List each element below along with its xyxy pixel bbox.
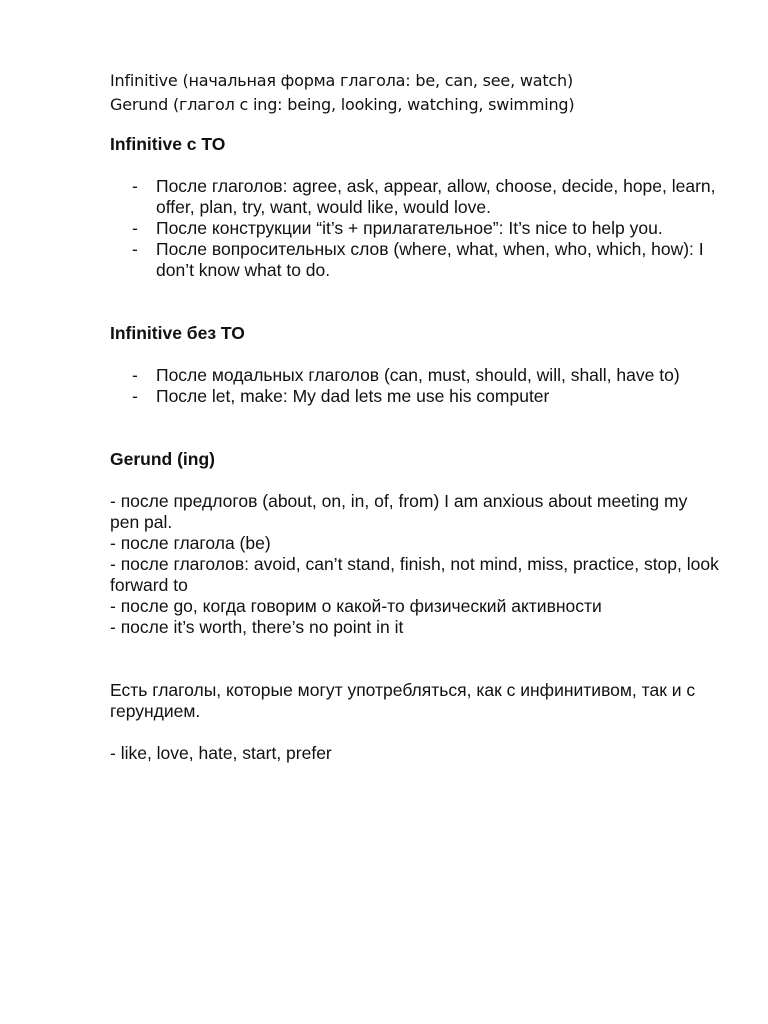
list-item-text: После конструкции “it’s + прилагательное”: It’s nice to help you. — [156, 218, 663, 238]
list-item — [110, 365, 720, 386]
gerund-rule: - после глаголов: avoid, can’t stand, finish, not mind, miss, practice, stop, look forward to — [110, 554, 719, 595]
list-item-text: После глаголов: agree, ask, appear, allow, choose, decide, hope, learn, offer, plan, try, want, would like, would love. — [156, 176, 716, 217]
bullet-dash: - — [132, 239, 138, 259]
gerund-rule: - после go, когда говорим о какой-то физический активности — [110, 596, 602, 616]
gerund-rule: - после it’s worth, there’s no point in it — [110, 617, 404, 637]
gerund-definition: Gerund (глагол с ing: being, looking, watching, swimming) — [110, 95, 575, 114]
bullet-dash: - — [132, 365, 138, 385]
section-infinitive-without-to — [110, 323, 720, 407]
list-item — [110, 386, 720, 407]
infinitive-definition: Infinitive (начальная форма глагола: be, can, see, watch) — [110, 71, 573, 90]
gerund-rule: - после предлогов (about, on, in, of, from) I am anxious about meeting my pen pal. — [110, 491, 688, 532]
bullet-dash: - — [132, 218, 138, 238]
list-item — [110, 176, 720, 218]
section-infinitive-with-to — [110, 134, 720, 281]
bullet-dash: - — [132, 176, 138, 196]
both-forms-verbs: - like, love, hate, start, prefer — [110, 743, 332, 763]
list-item — [110, 218, 720, 239]
both-forms-note: Есть глаголы, которые могут употребляться, как с инфинитивом, так и с герундием. — [110, 680, 696, 721]
section-heading: Gerund (ing) — [110, 449, 215, 469]
section-both-forms — [110, 680, 720, 764]
bullet-list — [110, 365, 720, 407]
intro-definitions — [110, 69, 730, 117]
bullet-list — [110, 176, 720, 281]
bullet-dash: - — [132, 386, 138, 406]
list-item — [110, 239, 720, 281]
gerund-rules — [110, 491, 720, 638]
gerund-rule: - после глагола (be) — [110, 533, 271, 553]
list-item-text: После вопросительных слов (where, what, when, who, which, how): I don’t know what to do. — [156, 239, 704, 280]
list-item-text: После let, make: My dad lets me use his computer — [156, 386, 550, 406]
section-heading: Infinitive с TO — [110, 134, 226, 154]
section-gerund — [110, 449, 720, 638]
section-heading: Infinitive без TO — [110, 323, 245, 343]
list-item-text: После модальных глаголов (can, must, should, will, shall, have to) — [156, 365, 680, 385]
